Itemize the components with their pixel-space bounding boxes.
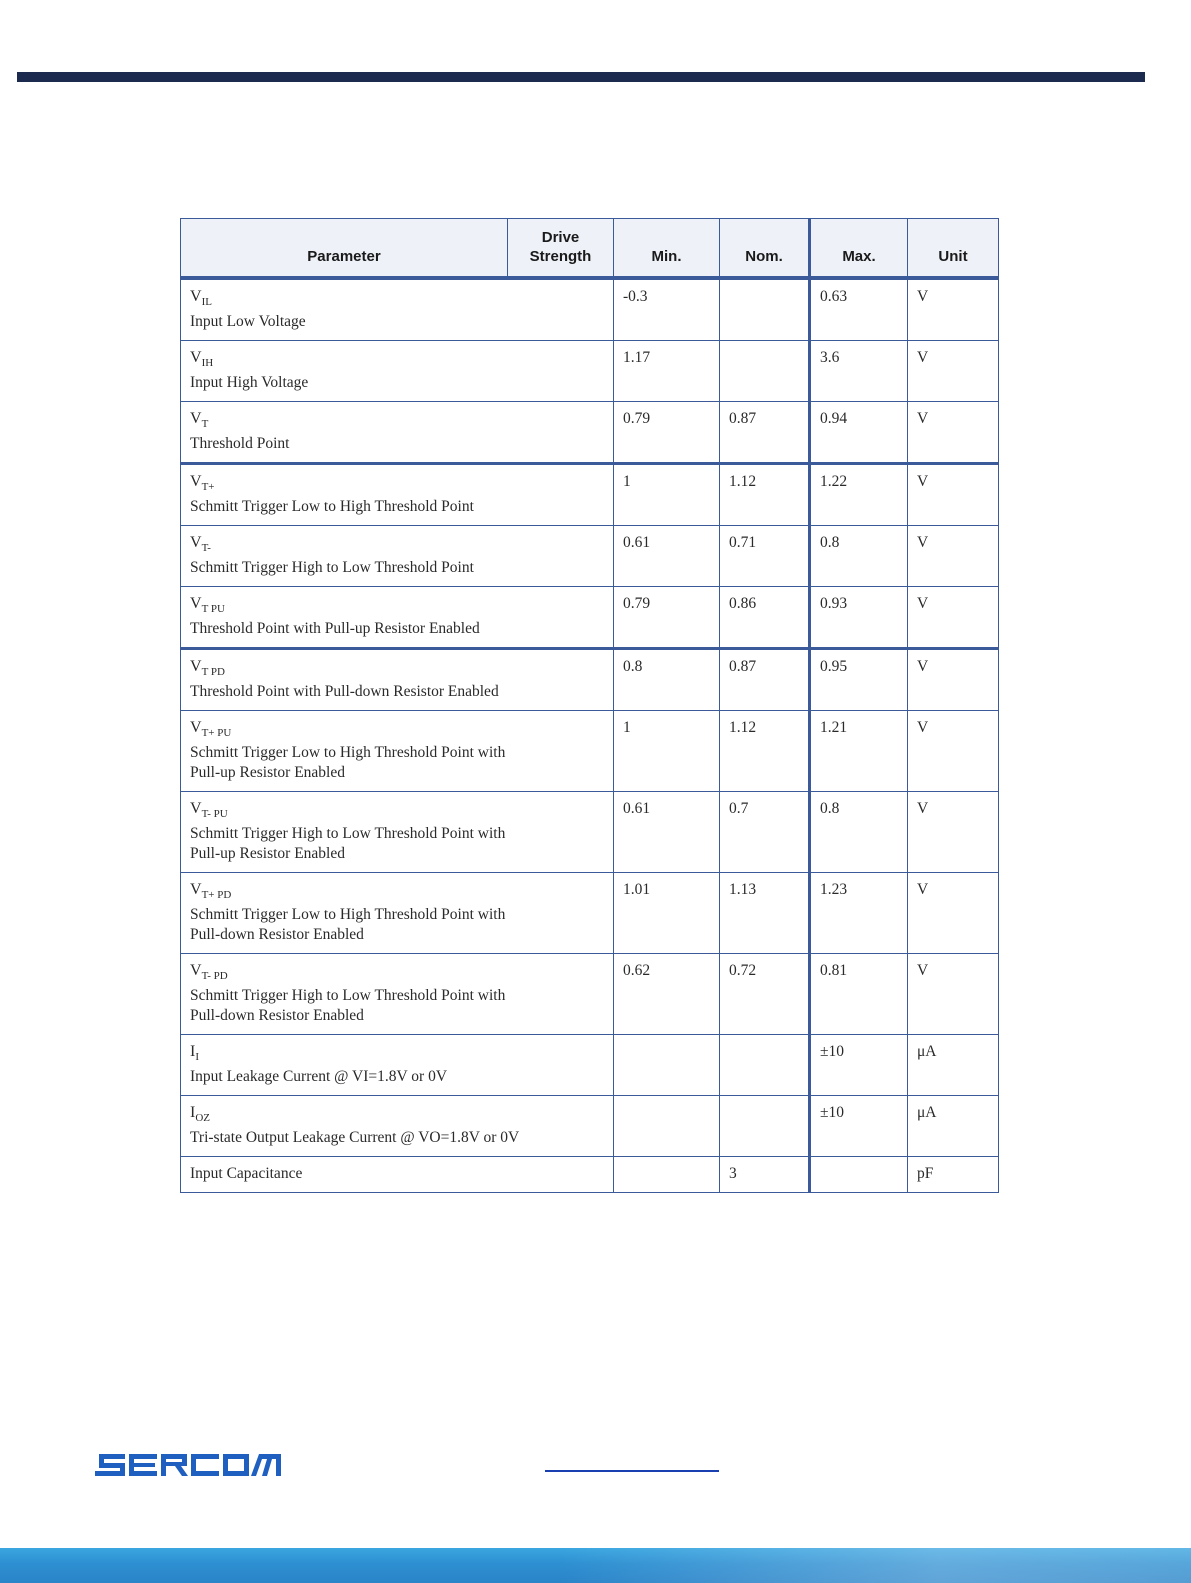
max-cell: 1.23 <box>810 873 908 954</box>
parameter-cell <box>181 873 614 954</box>
symbol-subscript: T+ PU <box>201 727 232 739</box>
parameter-cell <box>181 711 614 792</box>
parameter-description: Threshold Point with Pull-down Resistor Enabled <box>190 683 499 700</box>
unit-cell: V <box>908 278 999 341</box>
nom-cell: 0.86 <box>720 587 810 649</box>
parameter-cell <box>181 402 614 464</box>
nom-cell: 0.7 <box>720 792 810 873</box>
min-cell: 1.01 <box>614 873 720 954</box>
top-header-bar <box>17 72 1145 82</box>
min-cell: 0.79 <box>614 587 720 649</box>
parameter-cell <box>181 526 614 587</box>
unit-cell: V <box>908 402 999 464</box>
symbol-base: V <box>190 658 202 675</box>
parameter-cell <box>181 1096 614 1157</box>
parameter-description: Schmitt Trigger Low to High Threshold Point with Pull-down Resistor Enabled <box>190 906 506 943</box>
header-max: Max. <box>810 219 908 279</box>
nom-cell: 1.12 <box>720 711 810 792</box>
symbol-subscript: IH <box>201 357 214 369</box>
parameter-description: Input Leakage Current @ VI=1.8V or 0V <box>190 1068 448 1085</box>
symbol-subscript: T- PD <box>201 970 228 982</box>
table-row <box>181 1035 999 1096</box>
min-cell: 1 <box>614 464 720 526</box>
max-cell: 0.93 <box>810 587 908 649</box>
unit-cell: V <box>908 649 999 711</box>
parameter-cell <box>181 278 614 341</box>
parameter-cell <box>181 954 614 1035</box>
parameter-symbol <box>190 472 604 497</box>
min-cell <box>614 1035 720 1096</box>
symbol-subscript: T+ <box>201 481 215 493</box>
max-cell: 0.63 <box>810 278 908 341</box>
symbol-base: V <box>190 595 202 612</box>
min-cell <box>614 1096 720 1157</box>
min-cell <box>614 1157 720 1193</box>
table-row <box>181 873 999 954</box>
min-cell: 0.62 <box>614 954 720 1035</box>
parameter-symbol <box>190 287 604 312</box>
header-parameter: Parameter <box>181 219 508 279</box>
parameter-symbol <box>190 348 604 373</box>
min-cell: 1.17 <box>614 341 720 402</box>
nom-cell: 0.87 <box>720 402 810 464</box>
symbol-base: V <box>190 288 202 305</box>
bottom-footer-bar <box>0 1548 1191 1583</box>
unit-cell: pF <box>908 1157 999 1193</box>
symbol-subscript: T PD <box>201 666 225 678</box>
symbol-subscript: T- PU <box>201 808 228 820</box>
symbol-subscript: T+ PD <box>201 889 232 901</box>
parameter-description: Tri-state Output Leakage Current @ VO=1.8V or 0V <box>190 1129 520 1146</box>
table-row <box>181 954 999 1035</box>
nom-cell <box>720 341 810 402</box>
parameter-description: Threshold Point with Pull-up Resistor Enabled <box>190 620 480 637</box>
unit-cell: μA <box>908 1035 999 1096</box>
parameter-symbol <box>190 1042 604 1067</box>
nom-cell <box>720 278 810 341</box>
max-cell: 1.21 <box>810 711 908 792</box>
parameter-symbol <box>190 718 604 743</box>
max-cell: ±10 <box>810 1035 908 1096</box>
max-cell: 1.22 <box>810 464 908 526</box>
parameter-cell <box>181 1035 614 1096</box>
unit-cell: V <box>908 873 999 954</box>
nom-cell: 1.12 <box>720 464 810 526</box>
parameter-symbol <box>190 594 604 619</box>
symbol-base: V <box>190 881 202 898</box>
table-row <box>181 464 999 526</box>
min-cell: 0.8 <box>614 649 720 711</box>
table-row <box>181 341 999 402</box>
parameter-description: Schmitt Trigger High to Low Threshold Point <box>190 559 474 576</box>
nom-cell: 0.87 <box>720 649 810 711</box>
table-row <box>181 278 999 341</box>
parameter-description: Input Low Voltage <box>190 313 306 330</box>
max-cell <box>810 1157 908 1193</box>
unit-cell: V <box>908 587 999 649</box>
parameter-description: Schmitt Trigger Low to High Threshold Point <box>190 498 474 515</box>
unit-cell: μA <box>908 1096 999 1157</box>
nom-cell: 0.72 <box>720 954 810 1035</box>
parameter-symbol <box>190 1103 604 1128</box>
nom-cell: 3 <box>720 1157 810 1193</box>
min-cell: -0.3 <box>614 278 720 341</box>
max-cell: ±10 <box>810 1096 908 1157</box>
symbol-base: V <box>190 349 202 366</box>
parameter-cell <box>181 341 614 402</box>
parameter-description: Schmitt Trigger High to Low Threshold Point with Pull-up Resistor Enabled <box>190 825 506 862</box>
symbol-base: V <box>190 962 202 979</box>
unit-cell: V <box>908 526 999 587</box>
symbol-subscript: T <box>201 418 209 430</box>
symbol-base: V <box>190 534 202 551</box>
header-unit: Unit <box>908 219 999 279</box>
symbol-base: V <box>190 719 202 736</box>
symbol-subscript: T- <box>201 542 211 554</box>
symbol-base: V <box>190 473 202 490</box>
max-cell: 0.8 <box>810 792 908 873</box>
unit-cell: V <box>908 341 999 402</box>
table-row <box>181 402 999 464</box>
max-cell: 0.95 <box>810 649 908 711</box>
parameter-cell <box>181 587 614 649</box>
unit-cell: V <box>908 954 999 1035</box>
min-cell: 1 <box>614 711 720 792</box>
parameter-description: Schmitt Trigger Low to High Threshold Point with Pull-up Resistor Enabled <box>190 744 506 781</box>
header-min: Min. <box>614 219 720 279</box>
parameter-cell <box>181 649 614 711</box>
nom-cell <box>720 1096 810 1157</box>
table-body <box>181 278 999 1193</box>
parameter-cell <box>181 1157 614 1193</box>
min-cell: 0.79 <box>614 402 720 464</box>
max-cell: 0.8 <box>810 526 908 587</box>
table-row <box>181 792 999 873</box>
parameter-cell <box>181 464 614 526</box>
symbol-base: V <box>190 800 202 817</box>
table-row <box>181 1157 999 1193</box>
parameter-symbol <box>190 409 604 434</box>
nom-cell: 1.13 <box>720 873 810 954</box>
min-cell: 0.61 <box>614 526 720 587</box>
max-cell: 3.6 <box>810 341 908 402</box>
symbol-base: I <box>190 1043 196 1060</box>
nom-cell: 0.71 <box>720 526 810 587</box>
header-nom: Nom. <box>720 219 810 279</box>
parameter-symbol <box>190 961 604 986</box>
sercomm-logo <box>95 1452 281 1478</box>
symbol-subscript: I <box>195 1051 199 1063</box>
unit-cell: V <box>908 792 999 873</box>
parameter-description: Schmitt Trigger High to Low Threshold Point with Pull-down Resistor Enabled <box>190 987 506 1024</box>
parameter-description: Threshold Point <box>190 435 290 452</box>
max-cell: 0.81 <box>810 954 908 1035</box>
parameter-cell <box>181 792 614 873</box>
table-header-row <box>181 219 999 279</box>
parameter-symbol <box>190 880 604 905</box>
parameter-description: Input Capacitance <box>190 1165 303 1182</box>
parameter-symbol <box>190 657 604 682</box>
table-row <box>181 587 999 649</box>
table-row <box>181 1096 999 1157</box>
symbol-subscript: OZ <box>195 1112 210 1124</box>
table-row <box>181 526 999 587</box>
parameter-symbol <box>190 799 604 824</box>
dc-characteristics-table <box>180 218 999 1193</box>
table-row <box>181 711 999 792</box>
parameter-description: Input High Voltage <box>190 374 309 391</box>
nom-cell <box>720 1035 810 1096</box>
header-drive-strength: Drive Strength <box>508 219 614 279</box>
max-cell: 0.94 <box>810 402 908 464</box>
unit-cell: V <box>908 711 999 792</box>
min-cell: 0.61 <box>614 792 720 873</box>
symbol-base: V <box>190 410 202 427</box>
unit-cell: V <box>908 464 999 526</box>
footer-link-underline[interactable] <box>545 1470 719 1472</box>
symbol-subscript: IL <box>201 296 212 308</box>
table-row <box>181 649 999 711</box>
symbol-base: I <box>190 1104 196 1121</box>
parameter-symbol <box>190 533 604 558</box>
symbol-subscript: T PU <box>201 603 225 615</box>
